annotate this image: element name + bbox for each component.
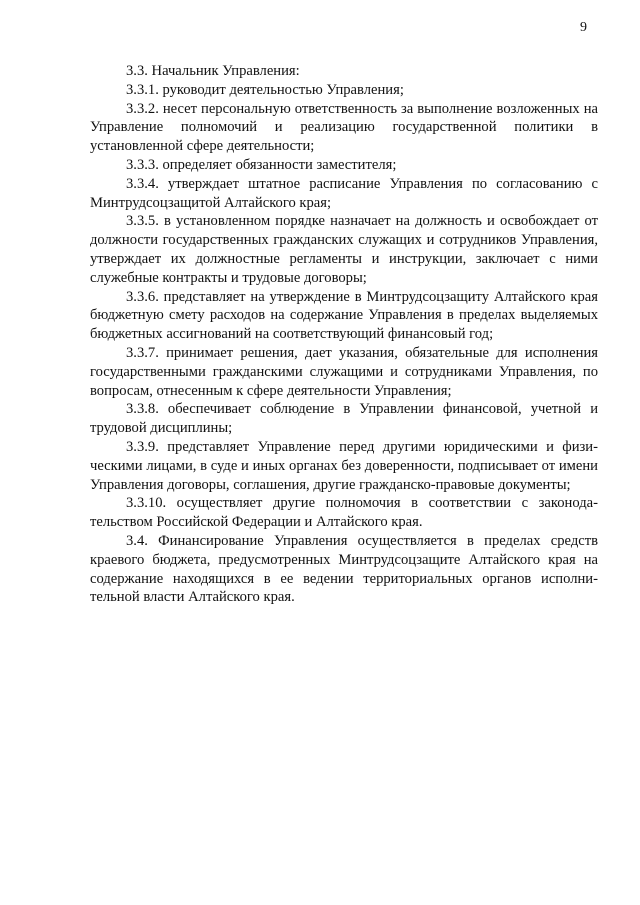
paragraph-3-3-9: 3.3.9. представляет Управление перед другими юридическими и физическими лицами, в суде и иных органах без доверенности, подписывает от имени Управления договоры, соглашения, другие гражданско-правовые документы; bbox=[90, 438, 598, 493]
paragraph-3-3-4: 3.3.4. утверждает штатное расписание Управления по согласованию с Минтрудсоцзащитой Алтайского края; bbox=[90, 175, 598, 211]
paragraph-3-3-8: 3.3.8. обеспечивает соблюдение в Управлении финансовой, учетной и трудовой дисциплины; bbox=[90, 401, 598, 437]
paragraph-3-3-3: 3.3.3. определяет обязанности заместителя; bbox=[126, 156, 397, 173]
paragraph-3-3-1: 3.3.1. руководит деятельностью Управления; bbox=[126, 81, 404, 98]
paragraph-3-3-5: 3.3.5. в установленном порядке назначает на должность и освобождает от должности государственных гражданских служащих и сотрудников Управления, утверждает их должностные регламенты и инструкции, заключает с ними служебные контракты и трудовые договоры; bbox=[90, 213, 598, 286]
paragraph-3-3-10: 3.3.10. осуществляет другие полномочия в соответствии с законодательством Российской Федерации и Алтайского края. bbox=[90, 495, 598, 531]
paragraph-3-3-7: 3.3.7. принимает решения, дает указания, обязательные для исполнения государственными гражданскими служащими и сотрудниками Управления, по вопросам, отнесенным к сфере деятельности Управления; bbox=[90, 344, 598, 399]
document-body bbox=[90, 62, 598, 607]
paragraph-3-3: 3.3. Начальник Управления: bbox=[126, 63, 300, 79]
paragraph-3-3-2: 3.3.2. несет персональную ответственность за выполнение возложенных на Управление полномочий и реализацию государственной политики в установленной сфере деятельности; bbox=[90, 100, 598, 155]
paragraph-3-4: 3.4. Финансирование Управления осуществляется в пределах средств краевого бюджета, предусмотренных Минтрудсоцзащите Алтайского края на содержание находящихся в ее ведении территориальных органов исполнительной власти Алтайского края. bbox=[90, 532, 598, 606]
page-number: 9 bbox=[580, 20, 587, 35]
paragraph-3-3-6: 3.3.6. представляет на утверждение в Минтрудсоцзащиту Алтайского края бюджетную смету расходов на содержание Управления в пределах выделяемых бюджетных ассигнований на соответствующий финансовый год; bbox=[90, 288, 598, 343]
